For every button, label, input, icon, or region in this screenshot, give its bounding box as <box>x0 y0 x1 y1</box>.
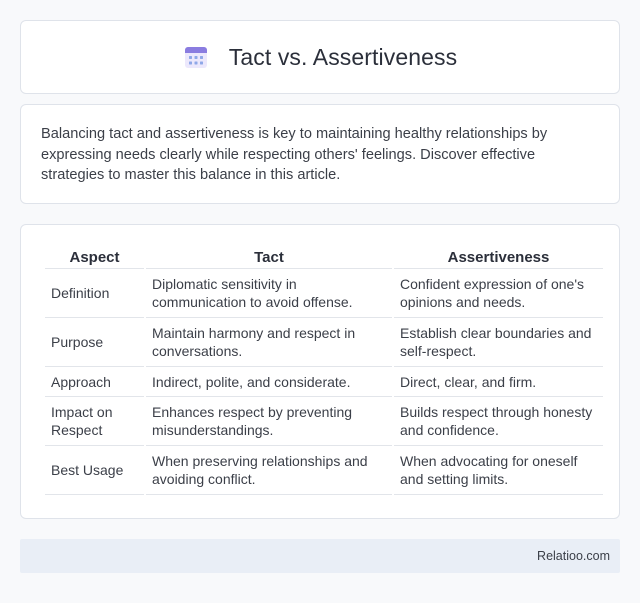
intro-card <box>20 104 620 204</box>
calendar-icon <box>183 44 209 70</box>
table-row <box>45 269 603 318</box>
table-row <box>45 367 603 397</box>
title-card <box>20 20 620 94</box>
row-aspect: Impact on Respect <box>45 397 144 446</box>
table-row <box>45 318 603 367</box>
row-tact: Maintain harmony and respect in conversations. <box>146 318 392 367</box>
footer-site-link[interactable]: Relatioo.com <box>537 549 610 563</box>
row-assertiveness: Direct, clear, and firm. <box>394 367 603 397</box>
row-tact: Diplomatic sensitivity in communication to avoid offense. <box>146 269 392 318</box>
row-assertiveness: Confident expression of one's opinions and needs. <box>394 269 603 318</box>
comparison-card <box>20 224 620 519</box>
table-row <box>45 446 603 495</box>
row-assertiveness: Builds respect through honesty and confidence. <box>394 397 603 446</box>
row-aspect: Approach <box>45 367 144 397</box>
row-aspect: Best Usage <box>45 446 144 495</box>
header-tact: Tact <box>146 245 392 269</box>
comparison-table <box>43 245 605 495</box>
intro-paragraph: Balancing tact and assertiveness is key to maintaining healthy relationships by expressing needs clearly while respecting others' feelings. Discover effective strategies to master this balance in this article. <box>41 126 548 183</box>
row-tact: When preserving relationships and avoiding conflict. <box>146 446 392 495</box>
row-assertiveness: When advocating for oneself and setting limits. <box>394 446 603 495</box>
header-aspect: Aspect <box>45 245 144 269</box>
header-assertiveness: Assertiveness <box>394 245 603 269</box>
footer-bar <box>20 539 620 573</box>
row-tact: Indirect, polite, and considerate. <box>146 367 392 397</box>
table-header-row <box>45 245 603 269</box>
page-title: Tact vs. Assertiveness <box>228 43 458 70</box>
row-assertiveness: Establish clear boundaries and self-respect. <box>394 318 603 367</box>
row-aspect: Purpose <box>45 318 144 367</box>
table-row <box>45 397 603 446</box>
row-aspect: Definition <box>45 269 144 318</box>
row-tact: Enhances respect by preventing misunderstandings. <box>146 397 392 446</box>
